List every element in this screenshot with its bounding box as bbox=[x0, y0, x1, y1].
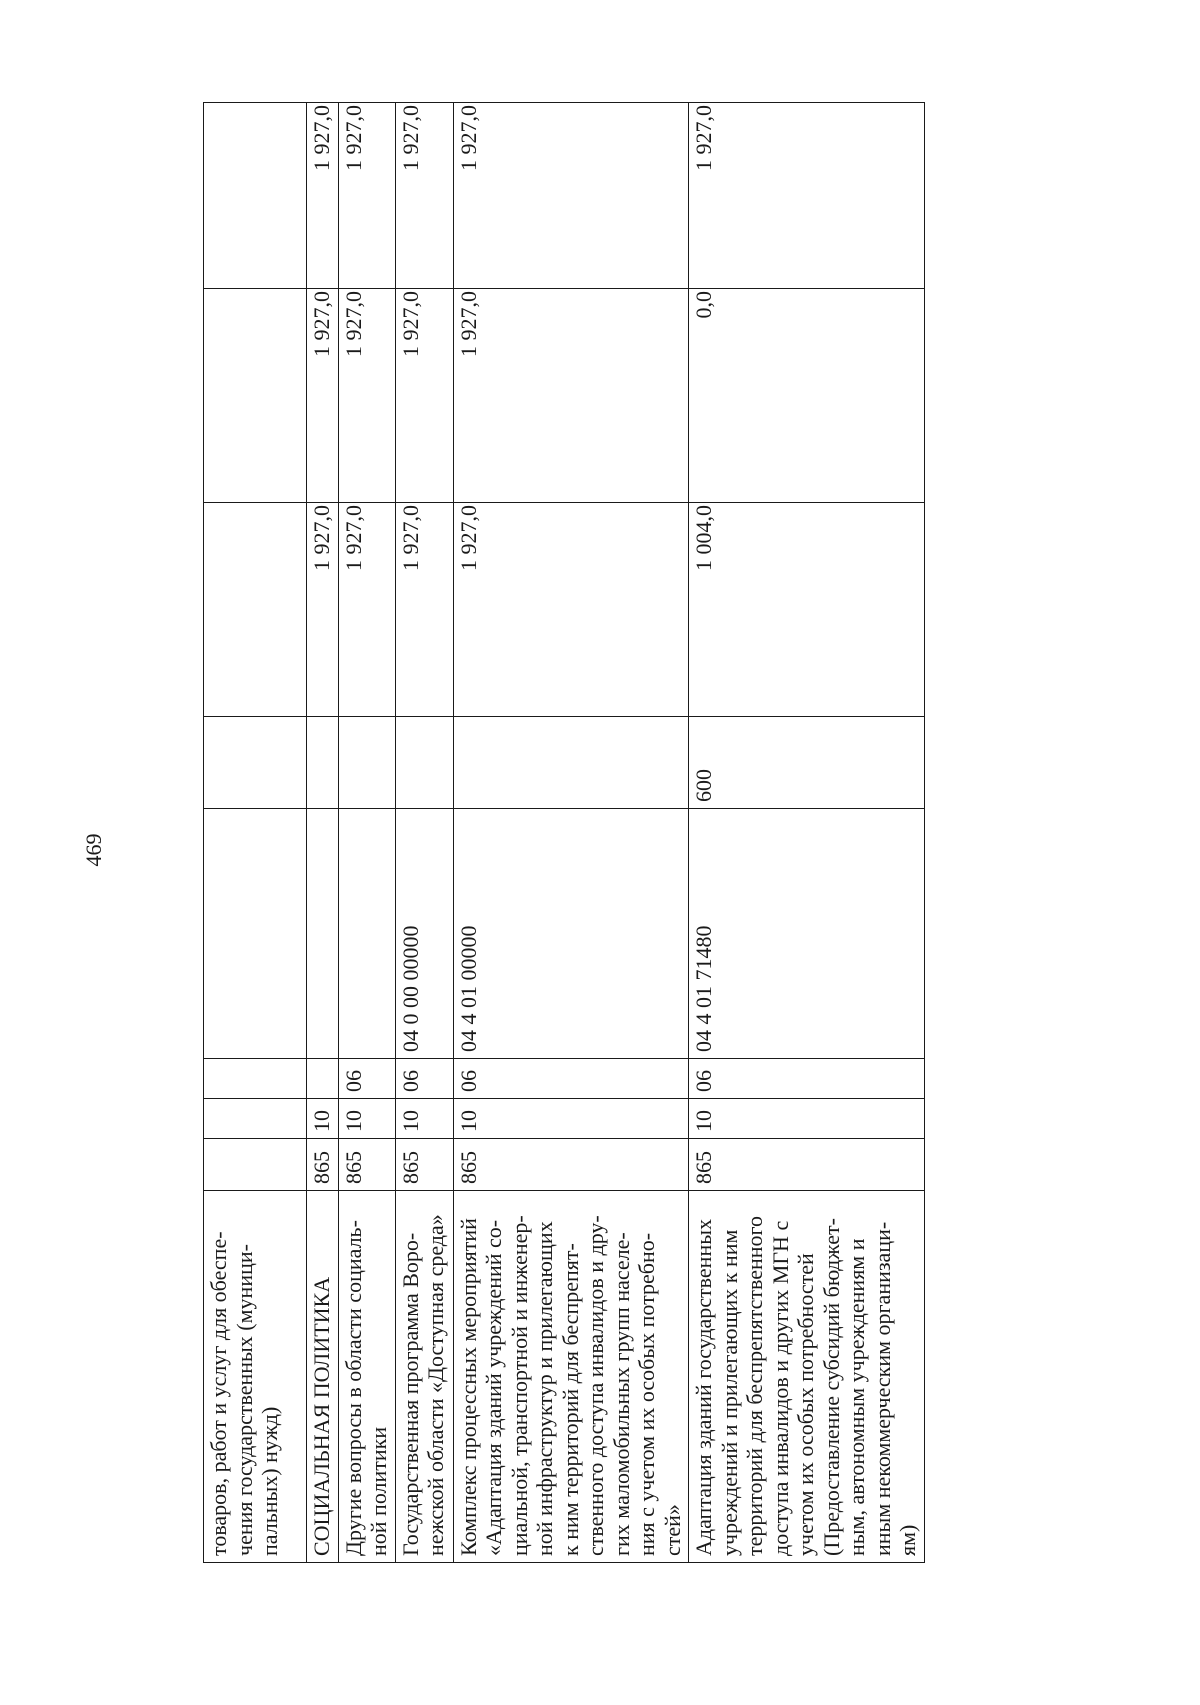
pr-cell bbox=[307, 1059, 339, 1099]
row-name-cell: Государственная программа Воро- нежской области «Доступная среда» bbox=[395, 1191, 453, 1563]
vr-cell bbox=[338, 717, 395, 809]
csr-cell: 04 4 01 00000 bbox=[453, 809, 689, 1059]
rz-cell bbox=[204, 1099, 307, 1139]
grbs-cell: 865 bbox=[689, 1139, 925, 1191]
table-row bbox=[453, 103, 689, 1563]
rz-cell: 10 bbox=[307, 1099, 339, 1139]
csr-cell bbox=[204, 809, 307, 1059]
sum1-cell: 1 927,0 bbox=[395, 503, 453, 717]
grbs-cell: 865 bbox=[395, 1139, 453, 1191]
vr-cell: 600 bbox=[689, 717, 925, 809]
csr-cell bbox=[307, 809, 339, 1059]
sum1-cell: 1 927,0 bbox=[453, 503, 689, 717]
sum2-cell bbox=[204, 289, 307, 503]
table-row bbox=[338, 103, 395, 1563]
budget-table bbox=[203, 102, 925, 1563]
rz-cell: 10 bbox=[689, 1099, 925, 1139]
table-row bbox=[307, 103, 339, 1563]
grbs-cell: 865 bbox=[453, 1139, 689, 1191]
page-number: 469 bbox=[81, 833, 106, 867]
sum3-cell: 1 927,0 bbox=[453, 103, 689, 289]
table-row bbox=[204, 103, 307, 1563]
rz-cell: 10 bbox=[453, 1099, 689, 1139]
budget-table-region bbox=[203, 103, 921, 1563]
csr-cell: 04 4 01 71480 bbox=[689, 809, 925, 1059]
vr-cell bbox=[307, 717, 339, 809]
pr-cell bbox=[204, 1059, 307, 1099]
row-name-cell: товаров, работ и услуг для обеспе- чения государственных (муници- пальных) нужд) bbox=[204, 1191, 307, 1563]
sum1-cell: 1 004,0 bbox=[689, 503, 925, 717]
table-row bbox=[395, 103, 453, 1563]
sum1-cell: 1 927,0 bbox=[338, 503, 395, 717]
sum3-cell: 1 927,0 bbox=[338, 103, 395, 289]
csr-cell: 04 0 00 00000 bbox=[395, 809, 453, 1059]
pr-cell: 06 bbox=[395, 1059, 453, 1099]
pr-cell: 06 bbox=[453, 1059, 689, 1099]
sum3-cell: 1 927,0 bbox=[689, 103, 925, 289]
sum2-cell: 1 927,0 bbox=[453, 289, 689, 503]
vr-cell bbox=[395, 717, 453, 809]
sum2-cell: 1 927,0 bbox=[307, 289, 339, 503]
vr-cell bbox=[204, 717, 307, 809]
sum1-cell: 1 927,0 bbox=[307, 503, 339, 717]
row-name-cell: Комплекс процессных мероприятий «Адаптация зданий учреждений со- циальной, транспортной и инженер- ной инфраструктур и прилегающих к ним территорий для беспрепят- ственного доступа инвалидов и дру- гих маломобильных групп населе- ния с учетом их особых потребно- стей» bbox=[453, 1191, 689, 1563]
vr-cell bbox=[453, 717, 689, 809]
table-row bbox=[689, 103, 925, 1563]
sum2-cell: 0,0 bbox=[689, 289, 925, 503]
row-name-cell: Другие вопросы в области социаль- ной политики bbox=[338, 1191, 395, 1563]
grbs-cell bbox=[204, 1139, 307, 1191]
grbs-cell: 865 bbox=[307, 1139, 339, 1191]
rz-cell: 10 bbox=[395, 1099, 453, 1139]
row-name-cell: СОЦИАЛЬНАЯ ПОЛИТИКА bbox=[307, 1191, 339, 1563]
sum3-cell: 1 927,0 bbox=[395, 103, 453, 289]
pr-cell: 06 bbox=[338, 1059, 395, 1099]
grbs-cell: 865 bbox=[338, 1139, 395, 1191]
row-name-cell: Адаптация зданий государственных учреждений и прилегающих к ним территорий для беспрепятственного доступа инвалидов и других МГН с учетом их особых потребностей (Предоставление субсидий бюджет- ным, автономным учреждениям и иным некоммерческим организаци- ям) bbox=[689, 1191, 925, 1563]
sum3-cell bbox=[204, 103, 307, 289]
pr-cell: 06 bbox=[689, 1059, 925, 1099]
sum2-cell: 1 927,0 bbox=[338, 289, 395, 503]
sum1-cell bbox=[204, 503, 307, 717]
sum2-cell: 1 927,0 bbox=[395, 289, 453, 503]
sum3-cell: 1 927,0 bbox=[307, 103, 339, 289]
rz-cell: 10 bbox=[338, 1099, 395, 1139]
csr-cell bbox=[338, 809, 395, 1059]
